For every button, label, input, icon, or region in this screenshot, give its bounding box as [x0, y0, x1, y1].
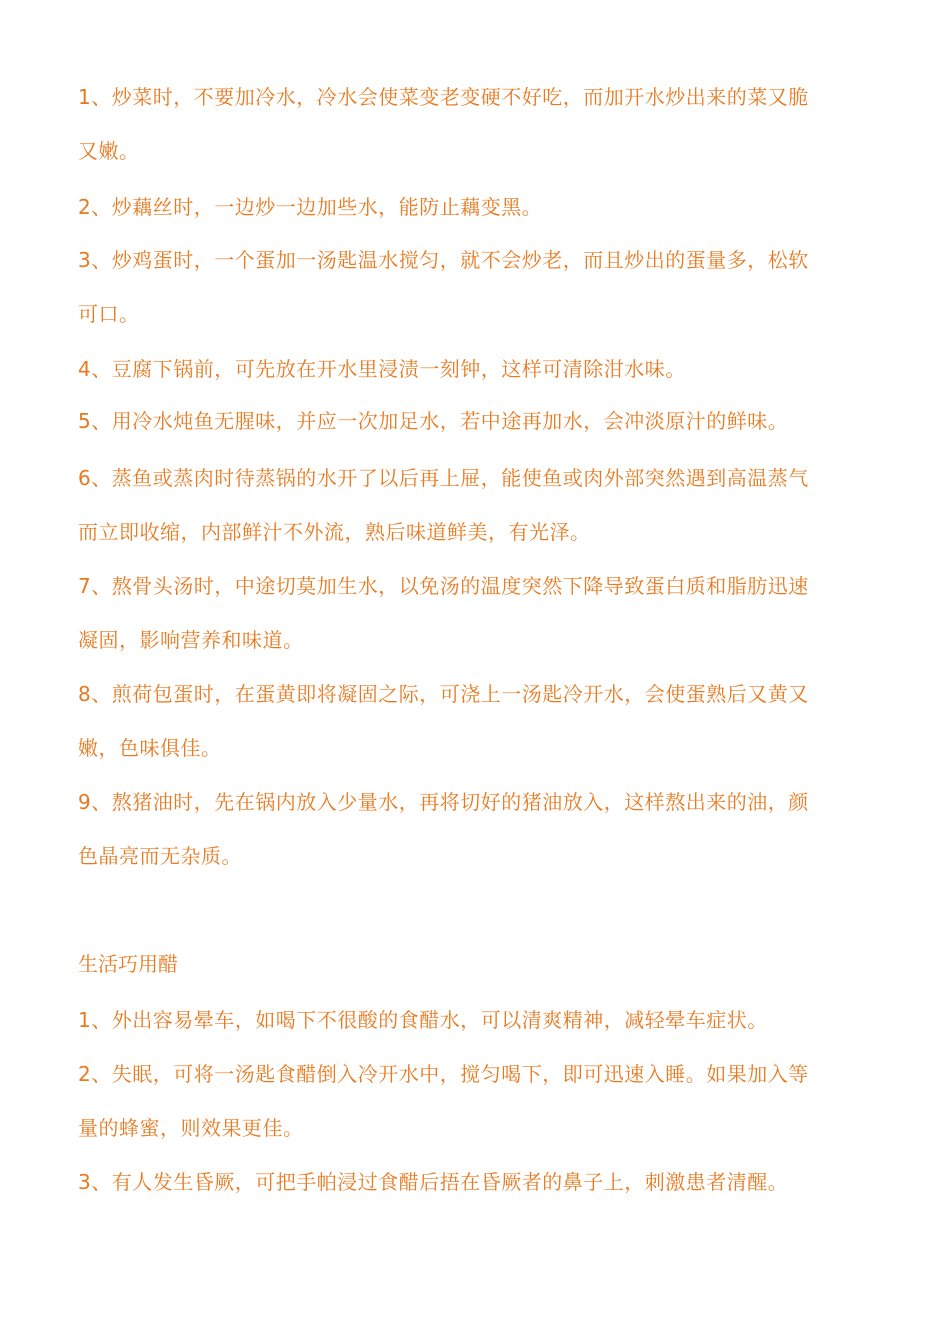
tip-paragraph	[78, 775, 858, 883]
tip-line: 量的蜂蜜，则效果更佳。	[78, 1116, 304, 1140]
tip-paragraph	[78, 559, 858, 667]
tip-paragraph	[78, 993, 858, 1047]
tip-line: 嫩，色味俱佳。	[78, 736, 222, 760]
tip-line: 7、熬骨头汤时，中途切莫加生水，以免汤的温度突然下降导致蛋白质和脂肪迅速	[78, 574, 809, 598]
tip-line: 2、炒藕丝时，一边炒一边加些水，能防止藕变黑。	[78, 195, 543, 219]
tip-paragraph	[78, 70, 858, 178]
tip-paragraph	[78, 1047, 858, 1155]
tip-paragraph	[78, 180, 858, 234]
tip-line: 3、炒鸡蛋时，一个蛋加一汤匙温水搅匀，就不会炒老，而且炒出的蛋量多，松软	[78, 248, 809, 272]
tip-line: 色晶亮而无杂质。	[78, 844, 242, 868]
tip-line: 可口。	[78, 302, 140, 326]
tip-paragraph	[78, 451, 858, 559]
tip-line: 凝固，影响营养和味道。	[78, 628, 304, 652]
tip-line: 又嫩。	[78, 139, 140, 163]
tip-line: 6、蒸鱼或蒸肉时待蒸锅的水开了以后再上屉，能使鱼或肉外部突然遇到高温蒸气	[78, 466, 809, 490]
tip-line: 而立即收缩，内部鲜汁不外流，熟后味道鲜美，有光泽。	[78, 520, 591, 544]
tip-line: 9、熬猪油时，先在锅内放入少量水，再将切好的猪油放入，这样熬出来的油，颜	[78, 790, 809, 814]
tip-paragraph	[78, 342, 858, 396]
tip-line: 1、外出容易晕车，如喝下不很酸的食醋水，可以清爽精神，减轻晕车症状。	[78, 1008, 768, 1032]
tip-line: 8、煎荷包蛋时，在蛋黄即将凝固之际，可浇上一汤匙冷开水，会使蛋熟后又黄又	[78, 682, 809, 706]
tip-paragraph	[78, 667, 858, 775]
tip-paragraph	[78, 1155, 858, 1209]
section-heading: 生活巧用醋	[78, 952, 178, 976]
tip-paragraph	[78, 233, 858, 341]
tip-paragraph	[78, 394, 858, 448]
tip-line: 3、有人发生昏厥，可把手帕浸过食醋后捂在昏厥者的鼻子上，刺激患者清醒。	[78, 1170, 789, 1194]
tip-line: 5、用冷水炖鱼无腥味，并应一次加足水，若中途再加水，会冲淡原汁的鲜味。	[78, 409, 789, 433]
tip-line: 4、豆腐下锅前，可先放在开水里浸渍一刻钟，这样可清除泔水味。	[78, 357, 686, 381]
tip-line: 1、炒菜时，不要加冷水，冷水会使菜变老变硬不好吃，而加开水炒出来的菜又脆	[78, 85, 809, 109]
tip-line: 2、失眠，可将一汤匙食醋倒入冷开水中，搅匀喝下，即可迅速入睡。如果加入等	[78, 1062, 809, 1086]
